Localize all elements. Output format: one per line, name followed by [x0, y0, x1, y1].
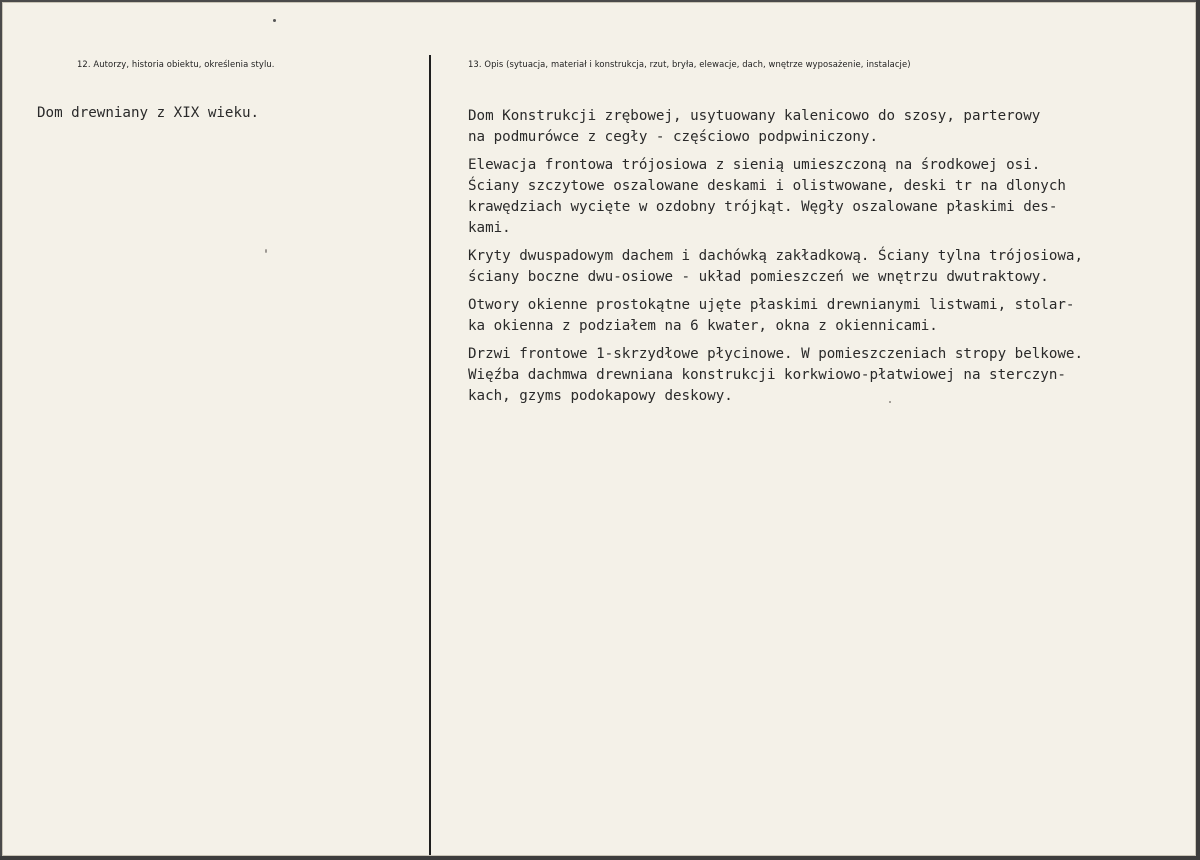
description-line: Dom Konstrukcji zrębowej, usytuowany kalenicowo do szosy, parterowy [468, 108, 1041, 124]
description-line: Otwory okienne prostokątne ujęte płaskimi drewnianymi listwami, stolar- [468, 297, 1075, 313]
description-line: na podmurówce z cegły - częściowo podpwiniczony. [468, 129, 878, 145]
description-line: Więźba dachmwa drewniana konstrukcji korkwiowo-płatwiowej na sterczyn- [468, 367, 1066, 383]
description-line: kach, gzyms podokapowy deskowy. [468, 388, 733, 404]
description-line: Kryty dwuspadowym dachem i dachówką zakładkową. Ściany tylna trójosiowa, [468, 248, 1083, 264]
scan-edge-bottom [0, 856, 1200, 860]
description-line: Ściany szczytowe oszalowane deskami i olistwowane, deski tr na dlonych [468, 178, 1066, 194]
paper-speck [273, 19, 276, 22]
field-label-description: 13. Opis (sytuacja, materiał i konstrukcja, rzut, bryła, elewacje, dach, wnętrze wyposażenie, instalacje) [468, 59, 911, 69]
paper-speck [889, 401, 891, 403]
description-paragraph [468, 155, 1083, 239]
description-paragraph [468, 295, 1083, 337]
column-divider [429, 55, 431, 855]
document-sheet [2, 2, 1196, 856]
scan-edge-right [1196, 0, 1200, 860]
left-column-text: Dom drewniany z XIX wieku. [37, 105, 260, 121]
description-line: ka okienna z podziałem na 6 kwater, okna z okiennicami. [468, 318, 938, 334]
description-line: krawędziach wycięte w ozdobny trójkąt. Węgły oszalowane płaskimi des- [468, 199, 1058, 215]
description-line: Drzwi frontowe 1-skrzydłowe płycinowe. W pomieszczeniach stropy belkowe. [468, 346, 1083, 362]
paper-speck [265, 249, 267, 253]
description-paragraph [468, 106, 1083, 148]
description-line: kami. [468, 220, 511, 236]
field-label-authors-history: 12. Autorzy, historia obiektu, określenia stylu. [77, 59, 275, 69]
description-paragraph [468, 246, 1083, 288]
description-line: ściany boczne dwu-osiowe - układ pomieszczeń we wnętrzu dwutraktowy. [468, 269, 1049, 285]
right-column-description [468, 106, 1083, 414]
description-line: Elewacja frontowa trójosiowa z sienią umieszczoną na środkowej osi. [468, 157, 1041, 173]
description-paragraph [468, 344, 1083, 407]
